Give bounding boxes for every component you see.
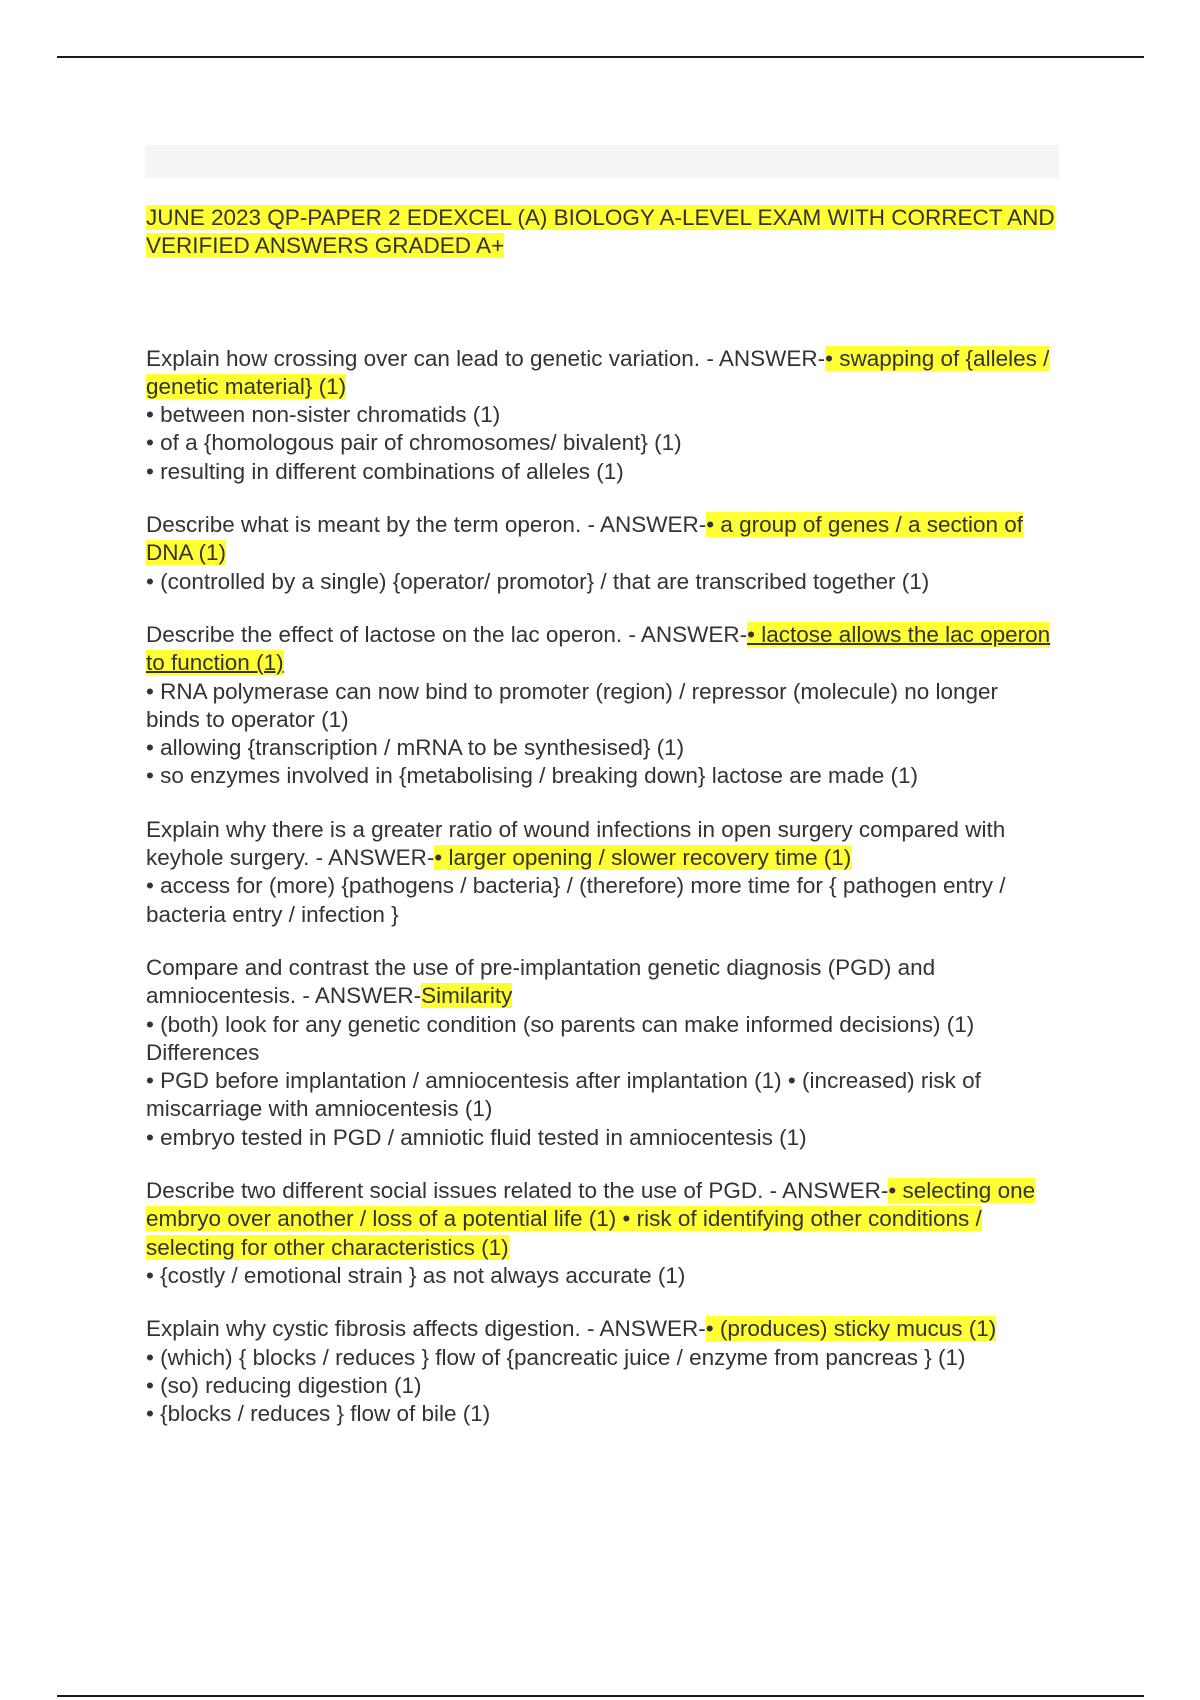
answer-line: • between non-sister chromatids (1) [146, 402, 501, 428]
answer-line: Differences [146, 1039, 260, 1065]
qa-block-crossing-over [146, 345, 1058, 486]
answer-line: • so enzymes involved in {metabolising / breaking down} lactose are made (1) [146, 763, 919, 789]
answer-line: • {blocks / reduces } flow of bile (1) [146, 1401, 491, 1427]
document-title-text: JUNE 2023 QP-PAPER 2 EDEXCEL (A) BIOLOGY A-LEVEL EXAM WITH CORRECT AND VERIFIED ANSWERS GRADED A+ [146, 205, 1055, 259]
qa-question-line [146, 511, 1058, 568]
qa-question-line [146, 1177, 1058, 1262]
qa-question-line [146, 954, 1058, 1011]
qa-block-operon [146, 511, 1058, 596]
answer-line: • (which) { blocks / reduces } flow of {pancreatic juice / enzyme from pancreas } (1) [146, 1344, 966, 1370]
answer-line: • (both) look for any genetic condition (so parents can make informed decisions) (1) [146, 1011, 975, 1037]
qa-block-wound-infections [146, 816, 1058, 929]
answer-line: • embryo tested in PGD / amniotic fluid tested in amniocentesis (1) [146, 1124, 807, 1150]
top-rule [57, 56, 1144, 58]
qa-question-line [146, 816, 1058, 873]
question-text: Describe the effect of lactose on the lac operon. - ANSWER- [146, 621, 748, 647]
answer-line: • allowing {transcription / mRNA to be synthesised} (1) [146, 735, 685, 761]
answer-highlight: • a group of genes / a section of DNA (1) [146, 512, 1024, 566]
document-body [146, 204, 1058, 1453]
question-text: Describe two different social issues related to the use of PGD. - ANSWER- [146, 1178, 889, 1204]
answer-line: • resulting in different combinations of alleles (1) [146, 458, 624, 484]
answer-highlight: • selecting one embryo over another / loss of a potential life (1) • risk of identifying other conditions / selecting for other characteristics (1) [146, 1178, 1036, 1260]
bottom-rule [57, 1695, 1144, 1697]
answer-highlight: • lactose allows the lac operon to function (1) [146, 621, 1051, 676]
qa-question-line [146, 345, 1058, 402]
qa-block-cystic-fibrosis [146, 1315, 1058, 1428]
qa-block-social-issues [146, 1177, 1058, 1290]
answer-line: • (controlled by a single) {operator/ promotor} / that are transcribed together (1) [146, 568, 930, 594]
answer-line: • PGD before implantation / amniocentesis after implantation (1) • (increased) risk of miscarriage with amniocentesis (1) [146, 1068, 981, 1122]
question-text: Compare and contrast the use of pre-implantation genetic diagnosis (PGD) and amniocentesis. - ANSWER- [146, 954, 936, 1009]
qa-question-line [146, 1315, 1058, 1343]
answer-highlight: • larger opening / slower recovery time (1) [434, 845, 852, 871]
answer-line: • (so) reducing digestion (1) [146, 1372, 422, 1398]
answer-line: • access for (more) {pathogens / bacteria} / (therefore) more time for { pathogen entry / bacteria entry / infection } [146, 873, 1006, 927]
qa-block-lac-operon [146, 621, 1058, 791]
question-text: Describe what is meant by the term operon. - ANSWER- [146, 512, 707, 538]
answer-line: • of a {homologous pair of chromosomes/ bivalent} (1) [146, 430, 682, 456]
answer-line: • {costly / emotional strain } as not always accurate (1) [146, 1262, 686, 1288]
document-title [146, 204, 1058, 261]
question-text: Explain why there is a greater ratio of wound infections in open surgery compared with keyhole surgery. - ANSWER- [146, 816, 1006, 871]
qa-block-pgd-amniocentesis [146, 954, 1058, 1152]
answer-highlight: • swapping of {alleles / genetic material} (1) [146, 345, 1050, 399]
answer-highlight: • (produces) sticky mucus (1) [705, 1316, 997, 1342]
header-band [145, 145, 1059, 178]
question-text: Explain how crossing over can lead to genetic variation. - ANSWER- [146, 345, 826, 371]
answer-line: • RNA polymerase can now bind to promoter (region) / repressor (molecule) no longer binds to operator (1) [146, 678, 999, 732]
answer-highlight: Similarity [421, 983, 513, 1009]
qa-question-line [146, 621, 1058, 678]
question-text: Explain why cystic fibrosis affects digestion. - ANSWER- [146, 1316, 706, 1342]
